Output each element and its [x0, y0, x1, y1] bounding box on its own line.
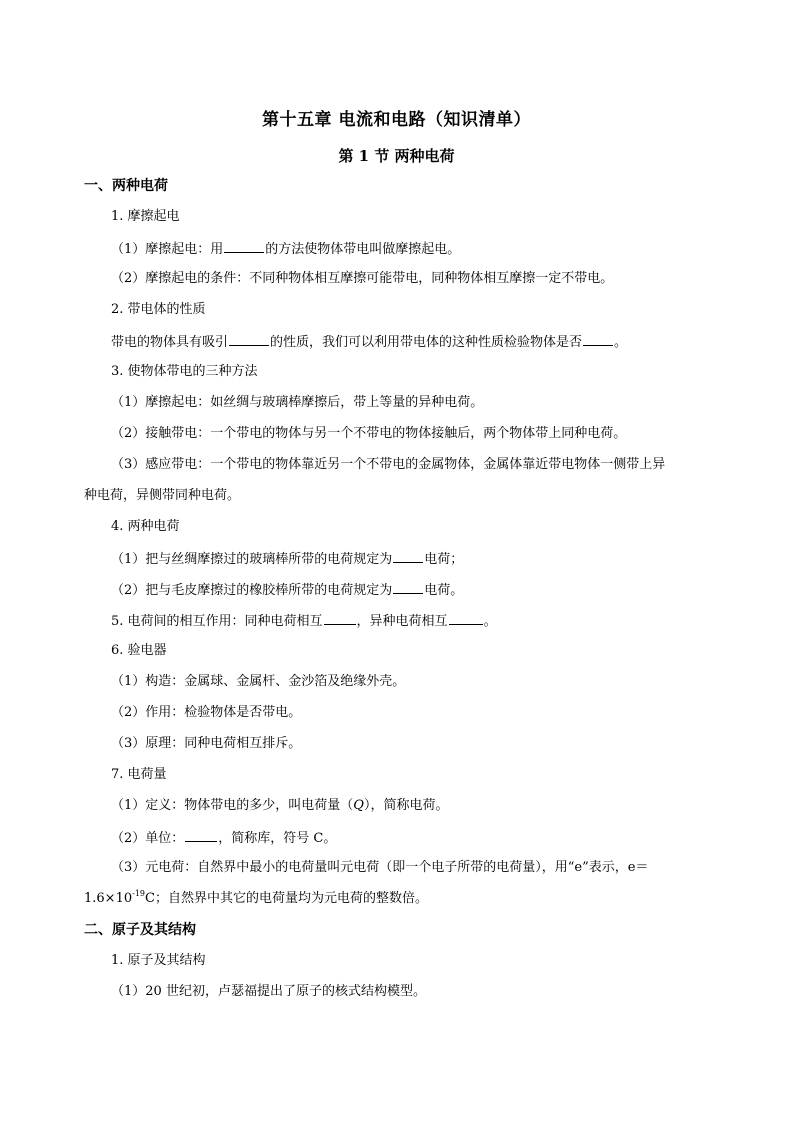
text-segment: （1）定义：物体带电的多少，叫电荷量（ [111, 798, 354, 813]
chapter-title: 第十五章 电流和电路（知识清单） [262, 110, 531, 130]
charged-body-property-line [111, 331, 627, 353]
section-heading-atom-structure: 二、原子及其结构 [84, 922, 196, 938]
elementary-charge-line: （3）元电荷：自然界中最小的电荷量叫元电荷（即一个电子所带的电荷量），用“e”表示，e＝ [111, 860, 649, 875]
rutherford-model-line: （1）20 世纪初，卢瑟福提出了原子的核式结构模型。 [111, 984, 426, 999]
text-segment: 的方法使物体带电叫做摩擦起电。 [265, 242, 461, 257]
text-segment: （2）单位： [111, 831, 185, 846]
method-induction-line: （3）感应带电：一个带电的物体靠近另一个不带电的金属物体，金属体靠近带电物体一侧带上异 [111, 457, 666, 472]
text-segment: 电荷。 [424, 583, 464, 598]
positive-charge-line [111, 548, 463, 570]
symbol-q: Q [353, 798, 364, 813]
fill-blank [224, 238, 264, 253]
fill-blank [229, 331, 269, 346]
text-segment: 电荷； [424, 552, 464, 567]
method-contact-line: （2）接触带电：一个带电的物体与另一个不带电的物体接触后，两个物体带上同种电荷。 [111, 426, 627, 441]
charge-unit-line [111, 827, 336, 849]
text-segment: 。 [614, 335, 628, 350]
fill-blank [449, 610, 483, 625]
text-segment: ），简称电荷。 [363, 798, 449, 813]
elementary-charge-value-line [84, 889, 428, 909]
charge-quantity-definition-line [111, 796, 448, 816]
friction-condition-line: （2）摩擦起电的条件：不同种物体相互摩擦可能带电，同种物体相互摩擦一定不带电。 [111, 271, 614, 286]
text-segment: （1）把与丝绸摩擦过的玻璃棒所带的电荷规定为 [111, 552, 393, 567]
text-segment: 的性质，我们可以利用带电体的这种性质检验物体是否 [270, 335, 583, 350]
method-friction-line: （1）摩擦起电：如丝绸与玻璃棒摩擦后，带上等量的异种电荷。 [111, 395, 484, 410]
fill-blank [393, 548, 423, 563]
friction-definition-line [111, 238, 460, 260]
text-segment: ，简称库，符号 C。 [218, 831, 337, 846]
text-segment: （2）把与毛皮摩擦过的橡胶棒所带的电荷规定为 [111, 583, 393, 598]
text-segment: ，异种电荷相互 [356, 614, 448, 629]
item-heading-friction: 1. 摩擦起电 [111, 209, 180, 224]
text-segment: C；自然界中其它的电荷量均为元电荷的整数倍。 [145, 891, 428, 906]
item-heading-three-methods: 3. 使物体带电的三种方法 [111, 364, 258, 379]
negative-charge-line [111, 579, 463, 601]
text-segment: 1.6×10 [84, 891, 133, 906]
section-title: 第 1 节 两种电荷 [338, 147, 455, 165]
item-heading-charge-quantity: 7. 电荷量 [111, 767, 167, 782]
item-heading-charged-body: 2. 带电体的性质 [111, 302, 206, 317]
electroscope-principle-line: （3）原理：同种电荷相互排斥。 [111, 736, 302, 751]
fill-blank [393, 579, 423, 594]
text-segment: （1）摩擦起电：用 [111, 242, 224, 257]
fill-blank [583, 331, 613, 346]
item-heading-electroscope: 6. 验电器 [111, 643, 167, 658]
fill-blank [185, 827, 217, 842]
method-induction-line-cont: 种电荷，异侧带同种电荷。 [84, 488, 241, 503]
exponent: -19 [132, 889, 145, 898]
fill-blank [324, 610, 356, 625]
charge-interaction-line [111, 610, 497, 632]
text-segment: 。 [483, 614, 497, 629]
section-heading-two-charges: 一、两种电荷 [84, 178, 168, 194]
electroscope-function-line: （2）作用：检验物体是否带电。 [111, 705, 302, 720]
item-heading-two-kinds: 4. 两种电荷 [111, 519, 180, 534]
text-segment: 5. 电荷间的相互作用：同种电荷相互 [111, 614, 323, 629]
electroscope-structure-line: （1）构造：金属球、金属杆、金沙箔及绝缘外壳。 [111, 674, 406, 689]
text-segment: 带电的物体具有吸引 [111, 335, 229, 350]
item-heading-atom: 1. 原子及其结构 [111, 953, 206, 968]
